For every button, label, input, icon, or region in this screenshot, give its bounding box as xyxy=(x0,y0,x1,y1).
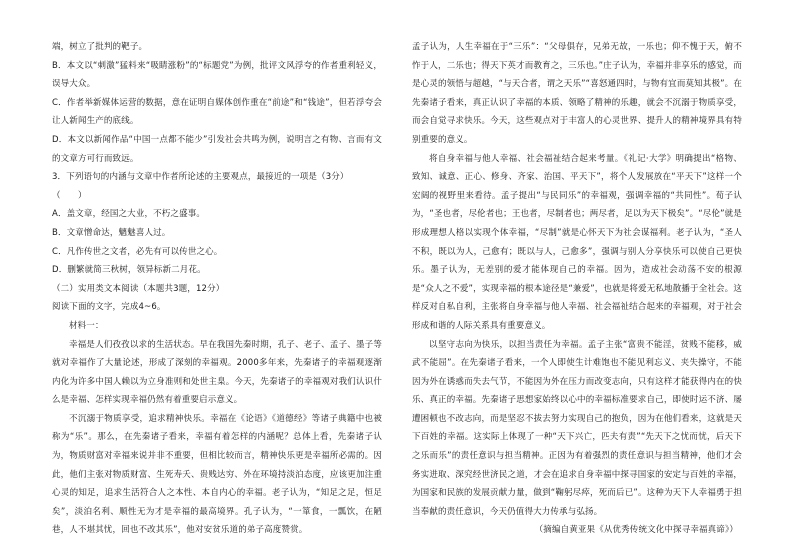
right-column xyxy=(412,38,742,540)
paragraph: B．文章憎命达，魑魅喜人过。 xyxy=(52,227,171,238)
paragraph: 端，树立了批判的靶子。 xyxy=(52,42,148,52)
paragraph: 不沉溺于物质享受，追求精神快乐。幸福在《论语》《道德经》等诸子典籍中也被称为“乐”。那么，在先秦诸子看来，幸福有着怎样的内涵呢？总体上看，先秦诸子认为，物质财富对幸福来说并非不重要，但相比较而言，精神快乐更是幸福所必需的。因此，他们主张对物质财富、生死寿夭、贵贱达穷、外在环境持淡泊态度，应该更加注重心灵的知足，追求生活符合人之本性、本自内心的幸福。老子认为，“知足之足，恒足矣”，淡泊名利、顺性无为才是幸福的最高境界。孔子认为，“一箪食，一瓢饮，在陋巷，人不堪其忧，回也不改其乐”，他对安贫乐道的弟子高度赞赏。 xyxy=(52,413,382,536)
paragraph: C．作者举新媒体运营的数据，意在证明自媒体创作重在“前途”和“钱途”，但若浮夸会让人新闻生产的底线。 xyxy=(52,97,382,127)
paragraph: C．凡作传世之文者，必先有可以传世之心。 xyxy=(52,246,223,257)
paragraph: 幸福是人们孜孜以求的生活状态。早在我国先秦时期，孔子、老子、孟子、墨子等就对幸福作了大量论述，形成了深刻的幸福观。2000多年来，先秦诸子的幸福观逐渐内化为许多中国人赖以为立身准则和处世主臬。今天，先秦诸子的幸福观对我们认识什么是幸福、怎样实现幸福仍然有着重要启示意义。 xyxy=(52,339,382,406)
left-column xyxy=(52,38,382,540)
paragraph: 3．下列语句的内涵与文章中作者所论述的主要观点，最接近的一项是（3分） xyxy=(52,172,349,183)
source-credit: （摘编自黄亚果《从优秀传统文化中探寻幸福真谛》） xyxy=(534,525,738,536)
paragraph: （二）实用类文本阅读（本题共3题，12分） xyxy=(52,283,225,294)
paragraph: 孟子认为，人生幸福在于“三乐”：“父母俱存，兄弟无故，一乐也；仰不愧于天，俯不怍于人，二乐也；得天下英才而教育之，三乐也。”庄子认为，幸福并非享乐的感觉，而是心灵的领悟与超越，“与天合者，谓之天乐”“喜怒通四时，与物有宜而莫知其极”。在先秦诸子看来，真正认识了幸福的本质、领略了精神的乐趣，就会不沉溺于物质享受，而会自觉寻求快乐。今天，这些观点对于丰富人的心灵世界、提升人的精神境界具有特别重要的意义。 xyxy=(412,42,742,145)
paragraph: 将自身幸福与他人幸福、社会福祉结合起来考量。《礼记·大学》明确提出“格物、致知、诚意、正心、修身、齐家、治国、平天下”，将个人发展放在“平天下”这样一个宏阔的视野里来看待。孟子提出“与民同乐”的幸福观，强调幸福的“共同性”。荀子认为，“圣也者，尽伦者也；王也者，尽制者也；两尽者，足以为天下极矣”。“尽伦”就是形成理想人格以实现个体幸福，“尽制”就是心怀天下为社会谋福利。老子认为，“圣人不积，既以为人，己愈有；既以与人，己愈多”，强调与别人分享快乐可以使自己更快乐。墨子认为，无差别的爱才能体现自己的幸福。因为，造成社会动荡不安的根源是“众人之不爱”，实现幸福的根本途径是“兼爱”，也就是将爱无私地散播于全社会。这样反对自私自利，主张将自身幸福与他人幸福、社会福祉结合起来的幸福观，对于社会形成和谐的人际关系具有重要意义。 xyxy=(412,153,742,331)
paragraph: D．删繁就简三秋树，领异标新二月花。 xyxy=(52,265,206,276)
paragraph: A．盖文章，经国之大业，不朽之盛事。 xyxy=(52,209,206,220)
paragraph: （ ） xyxy=(52,190,87,201)
paragraph: 以坚守志向为快乐，以担当责任为幸福。孟子主张“富贵不能淫，贫贱不能移，威武不能屈”。在先秦诸子看来，一个人即使生计难饱也不能见利忘义、夹失操守，不能因为外在诱惑而失去气节，不能因为外在压力而改变志向，只有这样才能获得内在的快乐、真正的幸福。先秦诸子思想家始终以心中的幸福标准要求自己，即使时运不济、屡遭困顿也不改志向，而是坚忍不拔去努力实现自己的抱负，因为在他们看来，这就是天下百姓的幸福。这实际上体现了一种“天下兴亡，匹夫有责”“先天下之忧而忧，后天下之乐而乐”的责任意识与担当精神。正因为有着强烈的责任意识与担当精神，他们才会务实进取、深究经世济民之道，才会在追求自身幸福中探寻国家的安定与百姓的幸福，为国家和民族的发展贡献力量，做到“鞠躬尽瘁，死而后已”。这种为天下人幸福勇于担当奉献的责任意识，今天仍值得大力传承与弘扬。 xyxy=(412,339,742,517)
paragraph: D．本文以新闻作品“中国一点都不能少”引发社会共鸣为例，说明言之有物、言而有文的文章方可行而致远。 xyxy=(52,134,382,164)
paragraph: B．本文以“刺激”猛料来“吸睛涨粉”的“标题党”为例，批评文风浮夸的作者重利轻义，误导大众。 xyxy=(52,60,382,90)
paragraph: 材料一： xyxy=(69,320,104,331)
paragraph: 阅读下面的文字，完成4~6。 xyxy=(52,302,166,313)
